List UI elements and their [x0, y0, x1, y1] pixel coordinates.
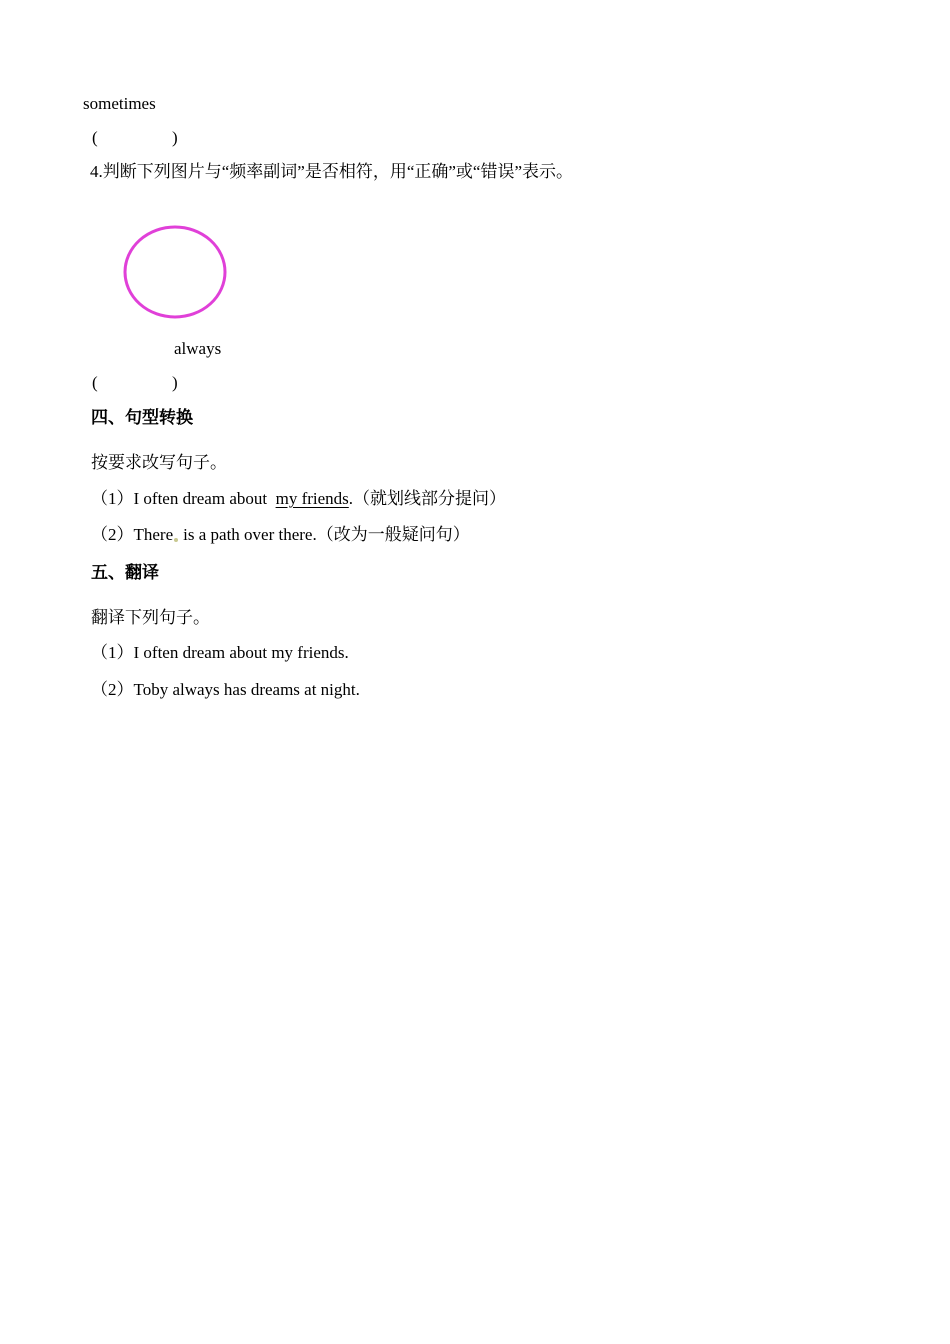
- q3-paren-open: (: [92, 128, 98, 147]
- q3-word: sometimes: [83, 94, 156, 113]
- section4-item2: [91, 525, 470, 545]
- section4-item2-pre: There: [133, 525, 174, 544]
- section4-item1-num: （1）: [91, 489, 134, 508]
- q3-paren-close: ): [172, 128, 178, 147]
- section4-item2-num: （2）: [91, 525, 134, 544]
- q4-instruction: 4.判断下列图片与“频率副词”是否相符，用“正确”或“错误”表示。: [90, 162, 574, 181]
- section5-heading: 五、翻译: [91, 563, 159, 583]
- section4-item1-post: .（就划线部分提问）: [348, 489, 507, 508]
- section4-instruction: 按要求改写句子。: [91, 453, 227, 472]
- section5-item2: （2）Toby always has dreams at night.: [91, 680, 360, 699]
- section4-item1-pre: I often dream about: [133, 489, 272, 508]
- section4-heading: 四、句型转换: [91, 408, 193, 428]
- circle-shape: [125, 227, 225, 317]
- q4-word: always: [174, 339, 222, 358]
- section5-item1: （1）I often dream about my friends.: [91, 643, 349, 662]
- section4-item1-underlined: my friends: [275, 489, 349, 508]
- section4-item1: [91, 489, 506, 509]
- q4-paren-close: ): [172, 373, 178, 392]
- section4-item2-post: is a path over there.（改为一般疑问句）: [183, 525, 470, 544]
- section5-instruction: 翻译下列句子。: [91, 608, 210, 627]
- q4-paren-open: (: [92, 373, 98, 392]
- circle-figure: [115, 215, 235, 330]
- stray-dot-mark: [174, 538, 178, 542]
